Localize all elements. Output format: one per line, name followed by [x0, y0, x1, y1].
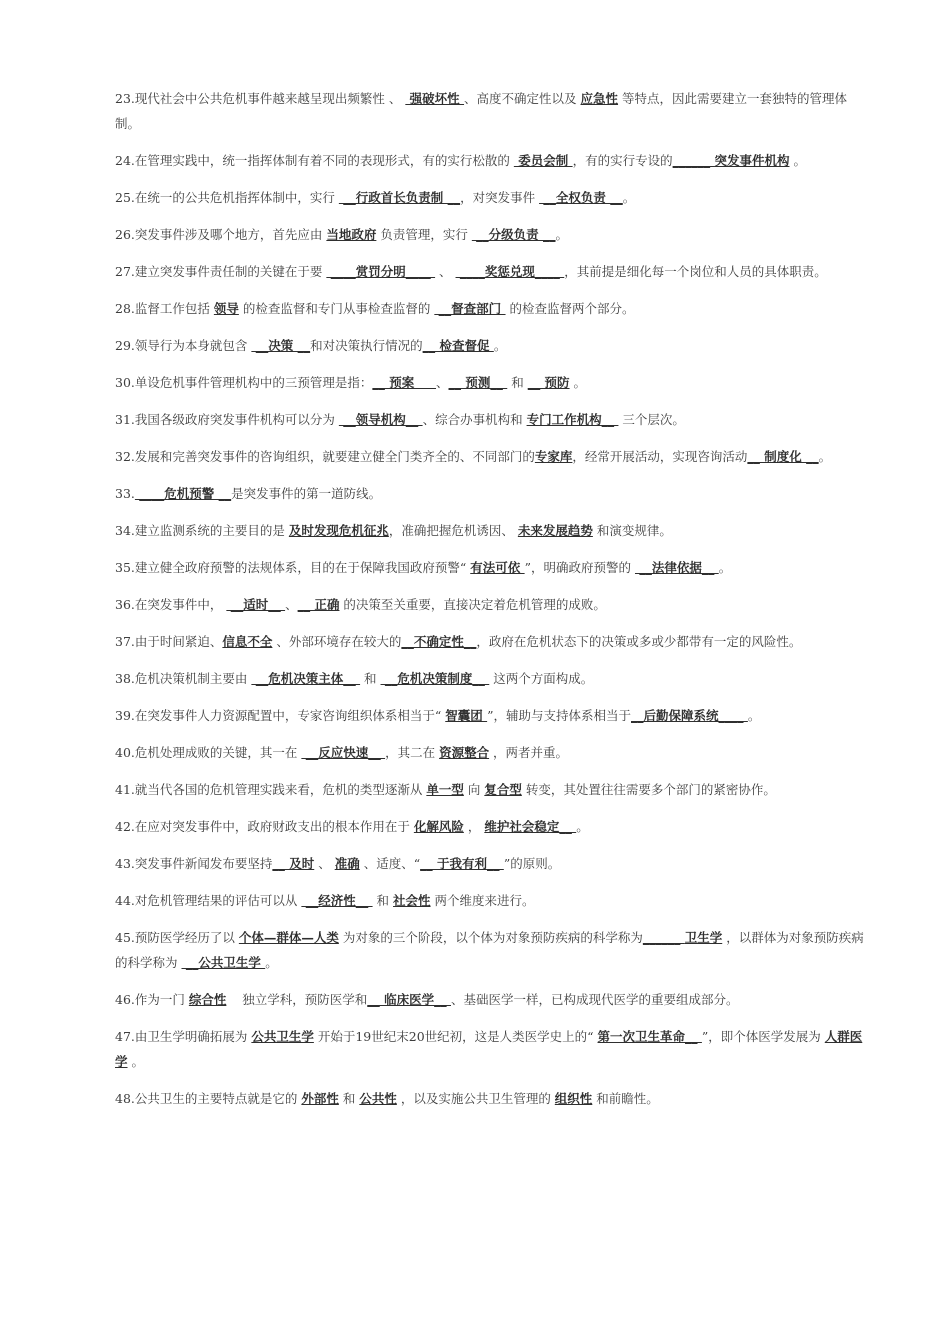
question-text: 45.预防医学经历了以 — [115, 930, 239, 945]
answer-blank: 智囊团 — [445, 708, 488, 723]
question-text: 等特点，因此需要建立一套独特的管理体制。 — [115, 91, 848, 131]
question-item — [115, 222, 867, 247]
answer-blank: __行政首长负责制 __ — [338, 190, 461, 205]
question-text: 35.建立健全政府预警的法规体系，目的在于保障我国政府预警“ — [115, 560, 471, 575]
question-text: 。 — [718, 560, 732, 575]
question-item — [115, 740, 867, 765]
question-text: 、综合办事机构和 — [422, 412, 527, 427]
question-item — [115, 481, 867, 506]
question-text: 、基础医学一样，已构成现代医学的重要组成部分。 — [451, 992, 739, 1007]
question-item — [115, 629, 867, 654]
question-text: 、 — [314, 856, 335, 871]
question-item — [115, 333, 867, 358]
question-item — [115, 296, 867, 321]
answer-blank: ____奖惩兑现____ — [455, 264, 565, 279]
answer-blank: __经济性__ — [301, 893, 373, 908]
question-text: ，其前提是细化每一个岗位和人员的具体职责。 — [564, 264, 827, 279]
question-text: 开始于19世纪末20世纪初，这是人类医学史上的“ — [313, 1029, 598, 1044]
question-text: ”，辅助与支持体系相当于 — [487, 708, 632, 723]
question-text: 的检查监督和专门从事检查监督的 — [238, 301, 435, 316]
question-text: 、高度不确定性以及 — [464, 91, 581, 106]
answer-blank: ______ — [672, 153, 715, 168]
question-text: 和 — [507, 375, 528, 390]
question-text: 41.就当代各国的危机管理实践来看，危机的类型逐渐从 — [115, 782, 427, 797]
question-text: 44.对危机管理结果的评估可以从 — [115, 893, 302, 908]
answer-blank: __ 正确 — [297, 597, 340, 612]
question-text: 三个层次。 — [618, 412, 685, 427]
answer-blank: 化解风险 — [413, 819, 464, 834]
answer-blank: 公共性 — [359, 1091, 397, 1106]
question-text: 。 — [747, 708, 761, 723]
question-item — [115, 851, 867, 876]
question-text: 和演变规律。 — [592, 523, 672, 538]
answer-blank: 信息不全 — [222, 634, 273, 649]
answer-blank: __分级负责 __ — [471, 227, 556, 242]
answer-blank: __公共卫生学 — [181, 955, 266, 970]
answer-blank: 及时发现危机征兆 — [288, 523, 389, 538]
answer-blank: 应急性 — [580, 91, 619, 106]
question-item — [115, 703, 867, 728]
answer-blank: __危机决策主体__ — [251, 671, 361, 686]
answer-blank: __危机决策制度__ — [380, 671, 490, 686]
question-text: ，准确把握危机诱因、 — [388, 523, 518, 538]
question-text: 47.由卫生学明确拓展为 — [115, 1029, 252, 1044]
question-text: 。 — [789, 153, 806, 168]
question-text: 25.在统一的公共危机指挥体制中，实行 — [115, 190, 339, 205]
question-text: 向 — [463, 782, 485, 797]
question-text: 。 — [555, 227, 569, 242]
question-text: 。 — [569, 375, 587, 390]
answer-blank: 资源整合 — [439, 745, 490, 760]
question-item — [115, 888, 867, 913]
answer-blank: ____赏罚分明____ — [326, 264, 436, 279]
answer-blank: 强破坏性 — [405, 91, 465, 106]
question-text: ，以及实施公共卫生管理的 — [396, 1091, 555, 1106]
question-item — [115, 1024, 867, 1074]
question-text: 31.我国各级政府突发事件机构可以分为 — [115, 412, 339, 427]
question-text: 24.在管理实践中，统一指挥体制有着不同的表现形式，有的实行松散的 — [115, 153, 514, 168]
question-text: 36.在突发事件中， — [115, 597, 227, 612]
question-text: 42.在应对突发事件中，政府财政支出的根本作用在于 — [115, 819, 414, 834]
question-text: 、适度、“ — [359, 856, 421, 871]
answer-blank: 卫生学 — [684, 930, 723, 945]
question-text: ，有的实行专设的 — [572, 153, 673, 168]
question-text: 32.发展和完善突发事件的咨询组织，就要建立健全门类齐全的、不同部门的 — [115, 449, 535, 464]
question-item — [115, 185, 867, 210]
question-text: 和前瞻性。 — [592, 1091, 659, 1106]
question-item — [115, 444, 867, 469]
answer-blank: 单一型 — [426, 782, 464, 797]
question-text: 的检查监督两个部分。 — [505, 301, 635, 316]
answer-blank: 准确 — [334, 856, 360, 871]
question-item — [115, 666, 867, 691]
question-text: ，以群体为对象预防疾病的科学称为 — [115, 930, 864, 970]
question-item — [115, 592, 867, 617]
question-item — [115, 86, 867, 136]
question-item — [115, 925, 867, 975]
question-text: 这两个方面构成。 — [489, 671, 594, 686]
answer-blank: 组织性 — [554, 1091, 593, 1106]
question-text: 。 — [127, 1054, 144, 1069]
answer-blank: ______ — [642, 930, 685, 945]
answer-blank: __ 预测__ — [448, 375, 508, 390]
question-text: 38.危机决策机制主要由 — [115, 671, 252, 686]
question-text: ，政府在危机状态下的决策或多或少都带有一定的风险性。 — [476, 634, 802, 649]
question-text: 和对决策执行情况的 — [310, 338, 423, 353]
answer-blank: __全权负责 __ — [539, 190, 623, 205]
question-text: 为对象的三个阶段，以个体为对象预防疾病的科学称为 — [338, 930, 643, 945]
answer-blank: __督查部门 — [434, 301, 506, 316]
question-item — [115, 370, 867, 395]
question-text: 29.领导行为本身就包含 — [115, 338, 252, 353]
question-text: 40.危机处理成败的关键，其一在 — [115, 745, 302, 760]
answer-blank: __ 于我有利__ — [420, 856, 504, 871]
question-text: 和 — [360, 671, 381, 686]
answer-blank: __不确定性__ — [401, 634, 477, 649]
answer-blank: 领导 — [213, 301, 239, 316]
question-text: ，两者并重。 — [489, 745, 569, 760]
question-text: 43.突发事件新闻发布要坚持 — [115, 856, 273, 871]
answer-blank: 外部性 — [301, 1091, 339, 1106]
question-item — [115, 555, 867, 580]
question-text: 、外部环境存在较大的 — [272, 634, 402, 649]
question-text: 独立学科，预防医学和 — [226, 992, 368, 1007]
answer-blank: __决策 __ — [251, 338, 311, 353]
question-text: 39.在突发事件人力资源配置中，专家咨询组织体系相当于“ — [115, 708, 446, 723]
answer-blank: __ 检查督促 — [422, 338, 494, 353]
answer-blank: 当地政府 — [326, 227, 377, 242]
answer-blank: 社会性 — [393, 893, 431, 908]
question-text: 48.公共卫生的主要特点就是它的 — [115, 1091, 302, 1106]
answer-blank: 委员会制 — [513, 153, 573, 168]
answer-blank: 公共卫生学 — [251, 1029, 314, 1044]
answer-blank: 第一次卫生革命__ — [597, 1029, 702, 1044]
answer-blank: 个体—群体—人类 — [238, 930, 339, 945]
question-text: ”的原则。 — [503, 856, 561, 871]
answer-blank: 专门工作机构__ — [526, 412, 619, 427]
answer-blank: 维护社会稳定__ — [484, 819, 577, 834]
question-text: 。 — [818, 449, 832, 464]
question-text: ”，明确政府预警的 — [524, 560, 635, 575]
answer-blank: __ 及时 — [272, 856, 315, 871]
question-text: 。 — [493, 338, 507, 353]
question-text: 、 — [435, 264, 456, 279]
question-text: 。 — [622, 190, 636, 205]
question-item — [115, 518, 867, 543]
question-item — [115, 1086, 867, 1111]
answer-blank: __领导机构__ — [338, 412, 423, 427]
question-text: ”，即个体医学发展为 — [701, 1029, 825, 1044]
answer-blank: __适时__ — [226, 597, 286, 612]
question-text: 、 — [436, 375, 449, 390]
question-text: 是突发事件的第一道防线。 — [231, 486, 382, 501]
question-text: 34.建立监测系统的主要目的是 — [115, 523, 289, 538]
question-text: 30.单设危机事件管理机构中的三预管理是指： — [115, 375, 373, 390]
question-text: 33. — [115, 486, 135, 501]
question-text: ，经常开展活动，实现咨询活动 — [572, 449, 748, 464]
question-text: ，对突发事件 — [460, 190, 540, 205]
question-text: 46.作为一门 — [115, 992, 189, 1007]
answer-blank: __法律依据__ — [634, 560, 719, 575]
question-item — [115, 259, 867, 284]
question-text: 、 — [285, 597, 298, 612]
answer-blank: __ 预防 — [527, 375, 570, 390]
question-text: 。 — [576, 819, 589, 834]
answer-blank: 人群医学 — [115, 1029, 863, 1069]
question-text: 和 — [338, 1091, 360, 1106]
question-text: ，其二在 — [385, 745, 440, 760]
question-text: 27.建立突发事件责任制的关键在于要 — [115, 264, 327, 279]
question-item — [115, 777, 867, 802]
question-text: 26.突发事件涉及哪个地方，首先应由 — [115, 227, 327, 242]
question-text: 28.监督工作包括 — [115, 301, 214, 316]
question-text: 两个维度来进行。 — [430, 893, 535, 908]
question-text: 23.现代社会中公共危机事件越来越呈现出频繁性 、 — [115, 91, 406, 106]
answer-blank: __ 制度化 __ — [747, 449, 819, 464]
answer-blank: 未来发展趋势 — [517, 523, 593, 538]
answer-blank: 专家库 — [534, 449, 573, 464]
question-item — [115, 407, 867, 432]
question-text: 。 — [265, 955, 278, 970]
answer-blank: __ 预案 — [372, 375, 437, 390]
answer-blank: 综合性 — [188, 992, 227, 1007]
question-text: ， — [463, 819, 485, 834]
question-text: 和 — [372, 893, 394, 908]
question-item — [115, 987, 867, 1012]
answer-blank: ____危机预警 __ — [134, 486, 232, 501]
answer-blank: __反应快速__ — [301, 745, 386, 760]
question-text: 转变，其处置往往需要多个部门的紧密协作。 — [521, 782, 776, 797]
question-text: 的决策至关重要，直接决定着危机管理的成败。 — [339, 597, 606, 612]
question-text: 负责管理，实行 — [376, 227, 472, 242]
question-text: 37.由于时间紧迫、 — [115, 634, 223, 649]
answer-blank: __后勤保障系统____ — [631, 708, 748, 723]
answer-blank: __ 临床医学__ — [367, 992, 451, 1007]
answer-blank: 复合型 — [484, 782, 522, 797]
answer-blank: 突发事件机构 — [714, 153, 790, 168]
document-page — [115, 86, 867, 1123]
answer-blank: 有法可依 — [470, 560, 525, 575]
question-item — [115, 814, 867, 839]
question-item — [115, 148, 867, 173]
